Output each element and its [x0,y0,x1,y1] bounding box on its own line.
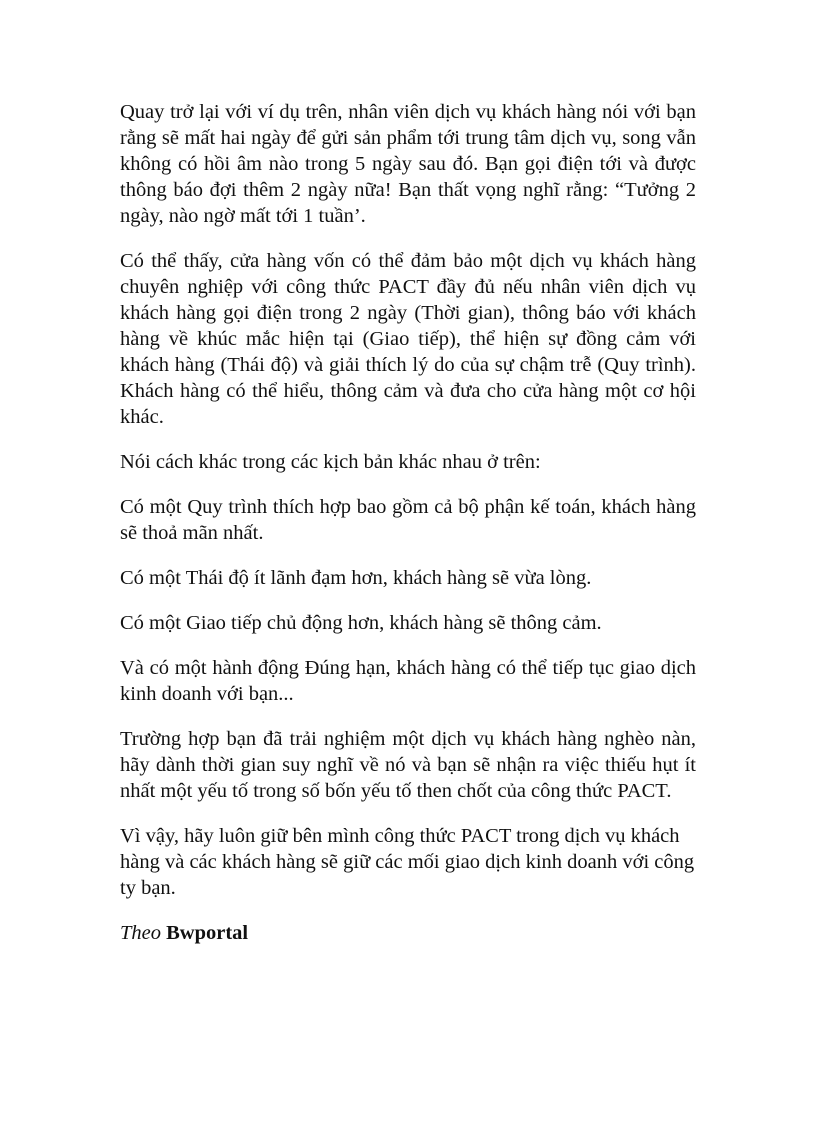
paragraph-example-recap: Quay trở lại với ví dụ trên, nhân viên dịch vụ khách hàng nói với bạn rằng sẽ mất hai ngày để gửi sản phẩm tới trung tâm dịch vụ, song vẫn không có hồi âm nào trong 5 ngày sau đó. Bạn gọi điện tới và được thông báo đợi thêm 2 ngày nữa! Bạn thất vọng nghĩ rằng: “Tưởng 2 ngày, nào ngờ mất tới 1 tuần’. [120,101,696,227]
paragraph-poor-service: Trường hợp bạn đã trải nghiệm một dịch vụ khách hàng nghèo nàn, hãy dành thời gian suy nghĩ về nó và bạn sẽ nhận ra việc thiếu hụt ít nhất một yếu tố trong số bốn yếu tố then chốt của công thức PACT. [120,728,696,802]
paragraph-conclusion: Vì vậy, hãy luôn giữ bên mình công thức PACT trong dịch vụ khách hàng và các khách hàng sẽ giữ các mối giao dịch kinh doanh với công ty bạn. [120,825,695,899]
paragraph-attitude: Có một Thái độ ít lãnh đạm hơn, khách hàng sẽ vừa lòng. [120,567,592,589]
paragraph-timeliness: Và có một hành động Đúng hạn, khách hàng có thể tiếp tục giao dịch kinh doanh với bạn... [120,657,696,705]
credit-prefix: Theo [120,922,161,944]
paragraph-scenarios-intro: Nói cách khác trong các kịch bản khác nhau ở trên: [120,451,541,473]
paragraph-process: Có một Quy trình thích hợp bao gồm cả bộ phận kế toán, khách hàng sẽ thoả mãn nhất. [120,496,696,544]
source-credit [120,920,696,946]
credit-source: Bwportal [166,922,249,944]
paragraph-pact-explanation: Có thể thấy, cửa hàng vốn có thể đảm bảo một dịch vụ khách hàng chuyên nghiệp với công thức PACT đầy đủ nếu nhân viên dịch vụ khách hàng gọi điện trong 2 ngày (Thời gian), thông báo với khách hàng về khúc mắc hiện tại (Giao tiếp), thể hiện sự đồng cảm với khách hàng (Thái độ) và giải thích lý do của sự chậm trễ (Quy trình). Khách hàng có thể hiểu, thông cảm và đưa cho cửa hàng một cơ hội khác. [120,250,696,428]
article-body [120,99,696,965]
paragraph-communication: Có một Giao tiếp chủ động hơn, khách hàng sẽ thông cảm. [120,612,602,634]
